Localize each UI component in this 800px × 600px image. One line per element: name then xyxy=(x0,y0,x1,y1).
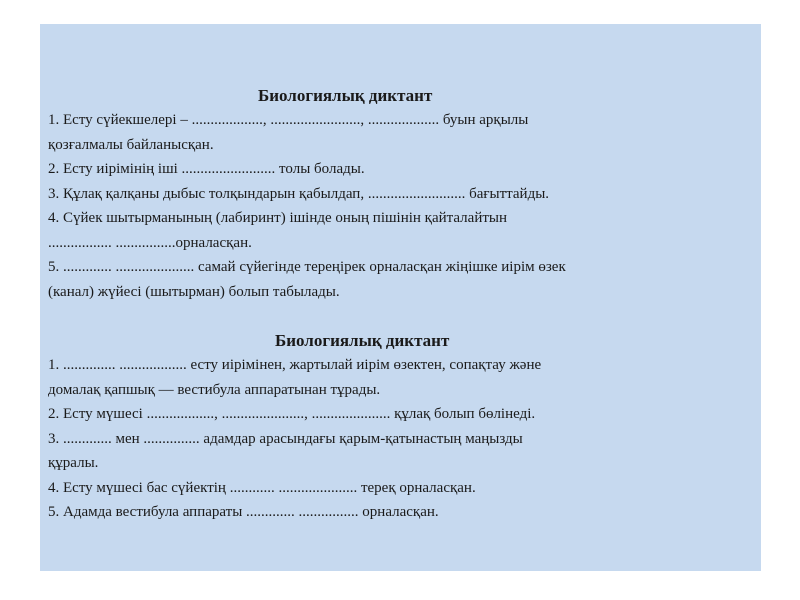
dictation-line: қозғалмалы байланысқан. xyxy=(48,136,214,153)
dictation-line: құралы. xyxy=(48,455,99,471)
slide-panel xyxy=(40,24,761,571)
dictation-line: 3. ............. мен ............... адамдар арасындағы қарым-қатынастың маңызды xyxy=(48,430,523,447)
dictation-title: Биологиялық диктант xyxy=(258,86,433,105)
dictation-line: (канал) жүйесі (шытырман) болып табылады. xyxy=(48,283,340,300)
dictation-title: Биологиялық диктант xyxy=(275,331,450,350)
dictation-section-2 xyxy=(48,329,748,525)
dictation-line: 1. .............. .................. есту иірімінен, жартылай иірім өзектен, сопақтау және xyxy=(48,357,542,373)
dictation-line: 2. Есту иірімінің іші ......................... толы болады. xyxy=(48,161,365,177)
dictation-line: 1. Есту сүйекшелері – ..................., ........................, ................... буын арқылы xyxy=(48,112,529,128)
dictation-line: 4. Сүйек шытырманының (лабиринт) ішінде оның пішінін қайталайтын xyxy=(48,210,508,226)
dictation-line: 4. Есту мүшесі бас сүйектің ............ ..................... тереқ орналасқан. xyxy=(48,479,476,496)
dictation-section-1 xyxy=(48,84,748,304)
dictation-line: 5. ............. ..................... самай сүйегінде тереңірек орналасқан жіңішке иірім өзек xyxy=(48,259,566,275)
dictation-line: 2. Есту мүшесі .................., ......................, ..................... құлақ болып бөлінеді. xyxy=(48,406,536,422)
dictation-line: домалақ қапшық — вестибула аппаратынан тұрады. xyxy=(48,381,381,398)
dictation-line: 3. Құлақ қалқаны дыбыс толқындарын қабылдап, .......................... бағыттайды. xyxy=(48,185,550,202)
dictation-line: ................. ................орналасқан. xyxy=(48,234,252,251)
dictation-line: 5. Адамда вестибула аппараты ............. ................ орналасқан. xyxy=(48,504,439,520)
